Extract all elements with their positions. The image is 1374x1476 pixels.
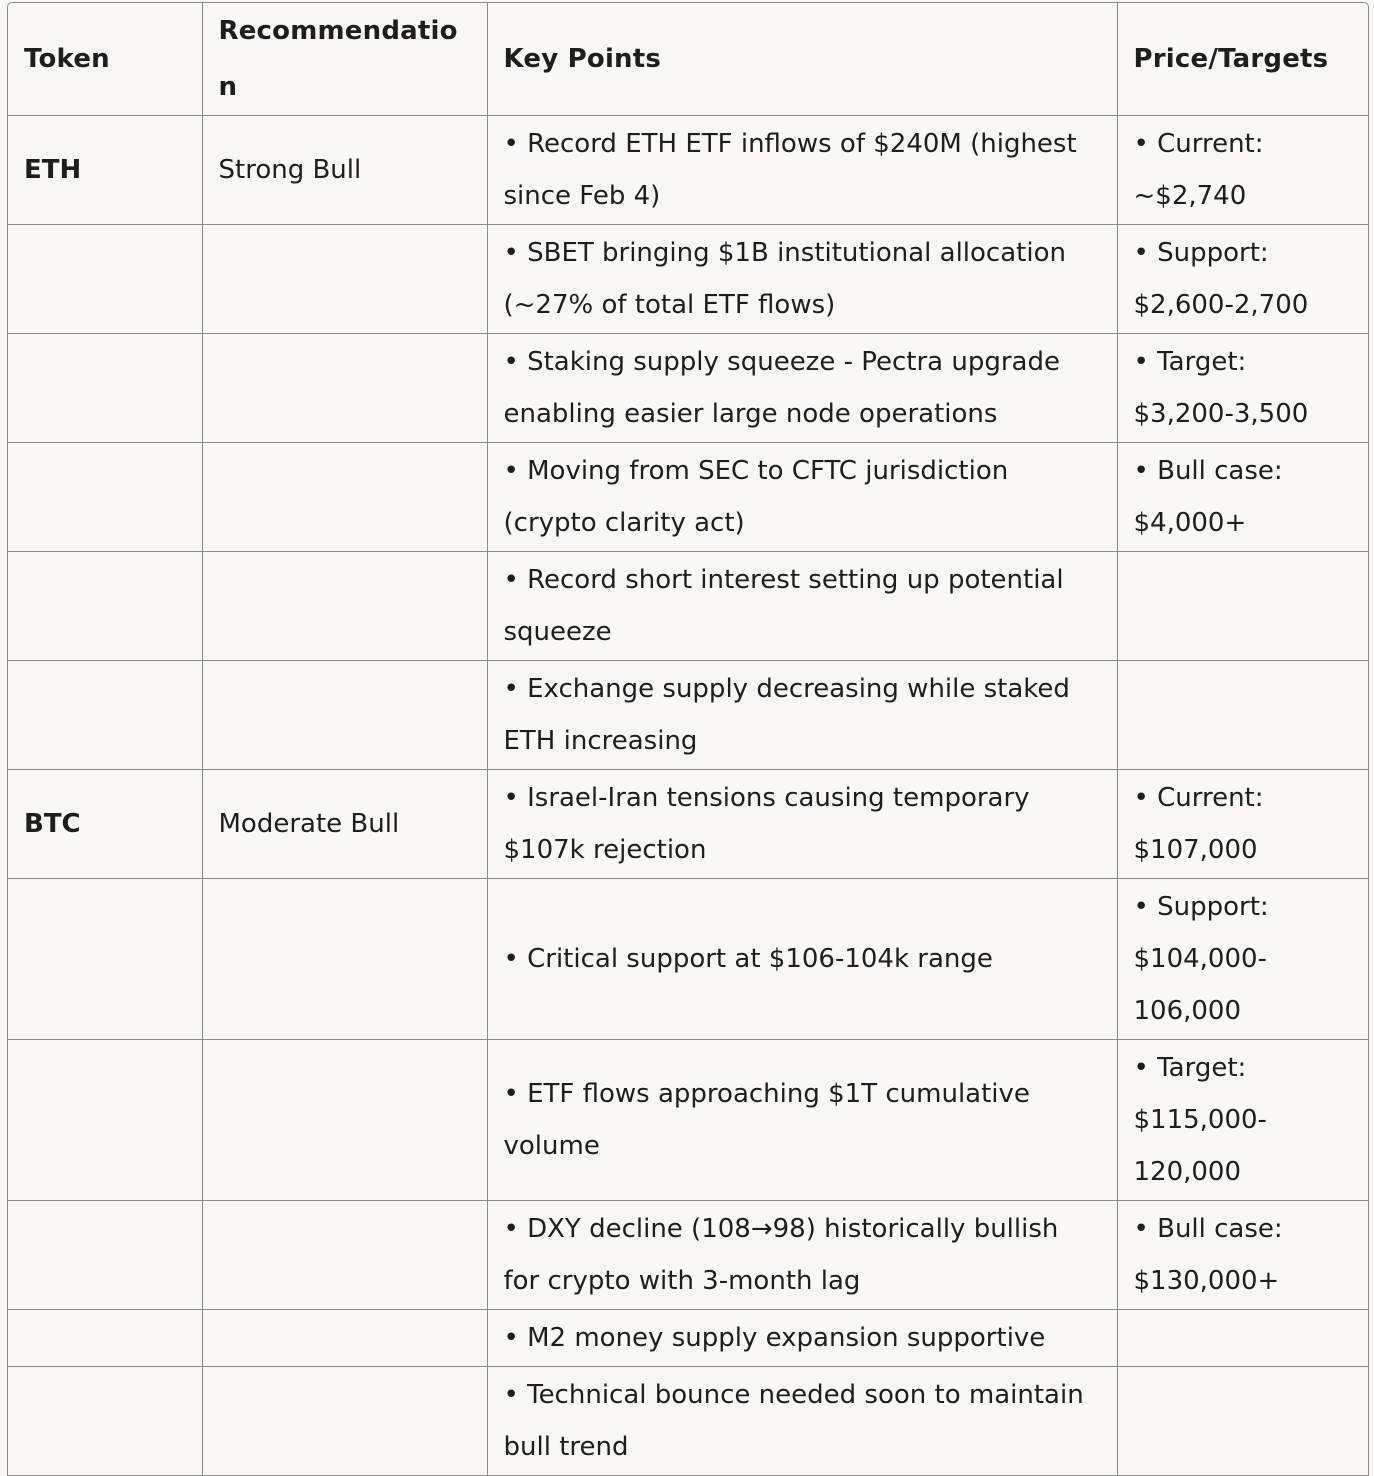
key-point-cell: • Moving from SEC to CFTC jurisdiction (crypto clarity act) bbox=[487, 443, 1117, 552]
table-row bbox=[8, 1201, 1368, 1310]
token-cell: BTC bbox=[8, 770, 202, 879]
key-point-cell: • Critical support at $106-104k range bbox=[487, 879, 1117, 1040]
recommendation-cell bbox=[202, 661, 487, 770]
recommendation-cell bbox=[202, 443, 487, 552]
price-target-cell bbox=[1117, 552, 1368, 661]
header-price-targets: Price/Targets bbox=[1117, 3, 1368, 116]
recommendation-cell bbox=[202, 1367, 487, 1476]
key-point-cell: • DXY decline (108→98) historically bullish for crypto with 3-month lag bbox=[487, 1201, 1117, 1310]
token-cell bbox=[8, 661, 202, 770]
recommendation-cell bbox=[202, 552, 487, 661]
price-target-cell: • Target: $3,200-3,500 bbox=[1117, 334, 1368, 443]
table-header-row bbox=[8, 3, 1368, 116]
header-recommendation: Recommendation bbox=[202, 3, 487, 116]
price-target-cell: • Bull case: $4,000+ bbox=[1117, 443, 1368, 552]
header-token: Token bbox=[8, 3, 202, 116]
token-cell: ETH bbox=[8, 116, 202, 225]
token-cell bbox=[8, 1367, 202, 1476]
table-row bbox=[8, 879, 1368, 1040]
key-point-cell: • SBET bringing $1B institutional allocation (~27% of total ETF flows) bbox=[487, 225, 1117, 334]
token-cell bbox=[8, 879, 202, 1040]
recommendation-cell bbox=[202, 1201, 487, 1310]
recommendation-cell bbox=[202, 225, 487, 334]
table-row bbox=[8, 443, 1368, 552]
token-cell bbox=[8, 334, 202, 443]
token-cell bbox=[8, 1201, 202, 1310]
key-point-cell: • Record short interest setting up potential squeeze bbox=[487, 552, 1117, 661]
token-cell bbox=[8, 552, 202, 661]
key-point-cell: • M2 money supply expansion supportive bbox=[487, 1310, 1117, 1367]
table-row bbox=[8, 770, 1368, 879]
price-target-cell bbox=[1117, 1367, 1368, 1476]
token-cell bbox=[8, 1040, 202, 1201]
price-target-cell: • Current: $107,000 bbox=[1117, 770, 1368, 879]
price-target-cell: • Bull case: $130,000+ bbox=[1117, 1201, 1368, 1310]
price-target-cell: • Support: $2,600-2,700 bbox=[1117, 225, 1368, 334]
key-point-cell: • Staking supply squeeze - Pectra upgrade enabling easier large node operations bbox=[487, 334, 1117, 443]
recommendation-cell: Strong Bull bbox=[202, 116, 487, 225]
price-target-cell bbox=[1117, 1310, 1368, 1367]
table-row bbox=[8, 334, 1368, 443]
recommendation-cell bbox=[202, 1310, 487, 1367]
key-point-cell: • ETF flows approaching $1T cumulative volume bbox=[487, 1040, 1117, 1201]
header-key-points: Key Points bbox=[487, 3, 1117, 116]
price-target-cell bbox=[1117, 661, 1368, 770]
recommendation-cell bbox=[202, 1040, 487, 1201]
key-point-cell: • Israel-Iran tensions causing temporary $107k rejection bbox=[487, 770, 1117, 879]
key-point-cell: • Technical bounce needed soon to maintain bull trend bbox=[487, 1367, 1117, 1476]
table-row bbox=[8, 225, 1368, 334]
crypto-recommendation-table-container bbox=[7, 2, 1369, 1476]
table-row bbox=[8, 661, 1368, 770]
token-cell bbox=[8, 225, 202, 334]
price-target-cell: • Current: ~$2,740 bbox=[1117, 116, 1368, 225]
crypto-recommendation-table bbox=[8, 3, 1368, 1476]
recommendation-cell: Moderate Bull bbox=[202, 770, 487, 879]
recommendation-cell bbox=[202, 334, 487, 443]
key-point-cell: • Exchange supply decreasing while staked ETH increasing bbox=[487, 661, 1117, 770]
table-row bbox=[8, 552, 1368, 661]
price-target-cell: • Target: $115,000-120,000 bbox=[1117, 1040, 1368, 1201]
token-cell bbox=[8, 443, 202, 552]
token-cell bbox=[8, 1310, 202, 1367]
table-row bbox=[8, 116, 1368, 225]
table-row bbox=[8, 1310, 1368, 1367]
price-target-cell: • Support: $104,000-106,000 bbox=[1117, 879, 1368, 1040]
table-row bbox=[8, 1040, 1368, 1201]
key-point-cell: • Record ETH ETF inflows of $240M (highest since Feb 4) bbox=[487, 116, 1117, 225]
table-row bbox=[8, 1367, 1368, 1476]
recommendation-cell bbox=[202, 879, 487, 1040]
